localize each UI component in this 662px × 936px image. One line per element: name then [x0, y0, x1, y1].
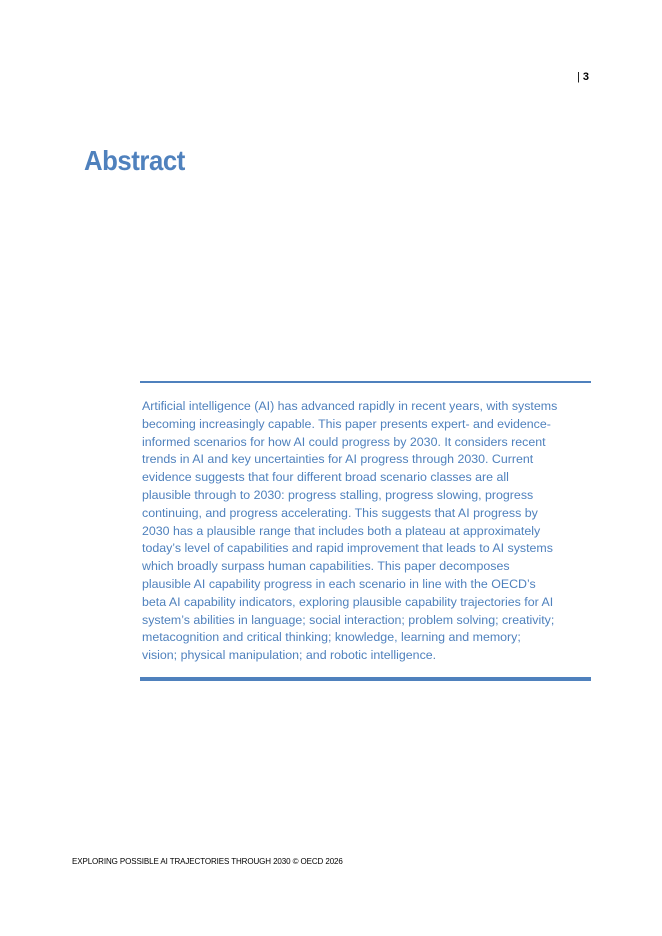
abstract-line: evidence suggests that four different broad scenario classes are all — [142, 470, 509, 485]
abstract-line: continuing, and progress accelerating. This suggests that AI progress by — [142, 505, 538, 520]
abstract-top-rule — [140, 381, 591, 383]
abstract-line: trends in AI and key uncertainties for AI progress through 2030. Current — [142, 452, 534, 467]
abstract-line: informed scenarios for how AI could progress by 2030. It considers recent — [142, 434, 546, 449]
abstract-text — [142, 398, 590, 665]
abstract-line: metacognition and critical thinking; knowledge, learning and memory; — [142, 630, 521, 645]
abstract-line: today’s level of capabilities and rapid improvement that leads to AI systems — [142, 541, 553, 556]
abstract-line: vision; physical manipulation; and robotic intelligence. — [142, 648, 437, 663]
abstract-line: becoming increasingly capable. This paper presents expert- and evidence- — [142, 416, 551, 431]
abstract-line: beta AI capability indicators, exploring plausible capability trajectories for AI — [142, 594, 554, 609]
abstract-line: 2030 has a plausible range that includes both a plateau at approximately — [142, 523, 541, 538]
abstract-line: system’s abilities in language; social interaction; problem solving; creativity; — [142, 612, 555, 627]
footer-text: EXPLORING POSSIBLE AI TRAJECTORIES THROUGH 2030 © OECD 2026 — [72, 857, 343, 866]
abstract-line: Artificial intelligence (AI) has advanced rapidly in recent years, with systems — [142, 399, 558, 413]
page-number-separator: | — [577, 71, 580, 83]
abstract-bottom-rule — [140, 677, 591, 681]
abstract-line: plausible through to 2030: progress stalling, progress slowing, progress — [142, 487, 534, 502]
page-title: Abstract — [84, 145, 185, 176]
page-number-value: 3 — [582, 71, 589, 83]
abstract-line: which broadly surpass human capabilities. This paper decomposes — [142, 559, 510, 574]
page-number — [577, 71, 589, 84]
abstract-line: plausible AI capability progress in each scenario in line with the OECD’s — [142, 576, 536, 591]
